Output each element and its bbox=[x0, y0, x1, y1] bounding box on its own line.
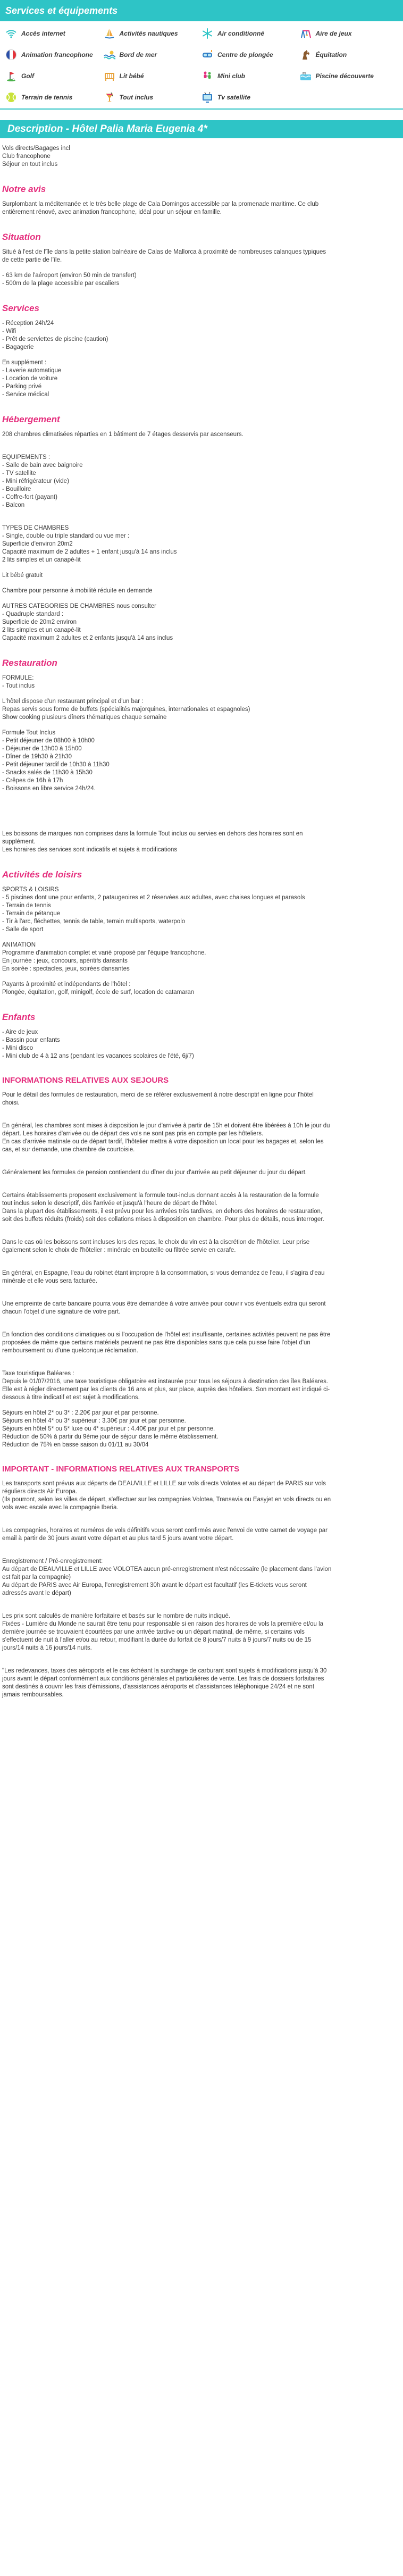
equipment-item-label: Bord de mer bbox=[119, 51, 157, 58]
drink-icon bbox=[104, 91, 115, 103]
horse-icon bbox=[300, 49, 312, 61]
section-line: "Les redevances, taxes des aéroports et le cas échéant la surcharge de carburant sont sujets à modifications jusqu'à 30 bbox=[2, 1668, 327, 1674]
pool-icon bbox=[300, 70, 312, 82]
section-line: départ. Les horaires d'arrivée ou de départ des vols ne sont pas pris en compte par les hôteliers. bbox=[2, 1131, 264, 1137]
section-line: Depuis le 01/07/2016, une taxe touristique obligatoire est instaurée pour tous les séjours à destination des îles Baléares. bbox=[2, 1378, 329, 1385]
section-line: proposées de même que certains matériels peuvent ne pas être disponibles sans que cela puisse faire l'objet d'un bbox=[2, 1340, 310, 1346]
section-line: choisi. bbox=[2, 1100, 20, 1106]
kids-icon bbox=[202, 70, 213, 82]
section-line: - Tir à l'arc, fléchettes, tennis de table, terrain multisports, waterpolo bbox=[2, 918, 186, 925]
equipment-item-label: Lit bébé bbox=[119, 72, 144, 80]
section-line: - Petit déjeuner de 08h00 à 10h00 bbox=[2, 738, 95, 744]
section-line: Surplombant la méditerranée et le très belle plage de Cala Domingos accessible par la promenade maritime. Ce club bbox=[2, 201, 319, 207]
section-title: Notre avis bbox=[2, 184, 46, 194]
section-line: Séjours en hôtel 4* ou 3* supérieur : 3.30€ par jour et par personne. bbox=[2, 1418, 186, 1424]
section-line: Capacité maximum de 2 adultes + 1 enfant jusqu'à 14 ans inclus bbox=[2, 549, 177, 555]
section-line: cas, et sur demande, une chambre de courtoisie. bbox=[2, 1147, 135, 1153]
section-line: - Réception 24h/24 bbox=[2, 320, 54, 327]
section-line: - Salle de bain avec baignoire bbox=[2, 462, 83, 469]
section-title: Enfants bbox=[2, 1012, 36, 1022]
equipment-item bbox=[104, 91, 202, 103]
section-line: En général, en Espagne, l'eau du robinet étant impropre à la consommation, si vous demandez de l'eau, il s'agira d'eau bbox=[2, 1270, 325, 1276]
section-line: - Wifi bbox=[2, 328, 16, 334]
section-line: Fixées - Lumière du Monde ne saurait être tenu pour responsable si en raison des horaires de vols la première et/ou la bbox=[2, 1621, 324, 1627]
section-line: supplément. bbox=[2, 839, 36, 845]
playground-icon bbox=[300, 28, 312, 39]
section-line: soit des buffets réduits (froids) soit des collations mises à disposition en chambre. Pour plus de détails, nous interroger. bbox=[2, 1216, 324, 1223]
section-line: tout inclus selon le descriptif, dès l'arrivée et jusqu'à l'heure de départ de l'hôtel. bbox=[2, 1200, 218, 1207]
section-line: - Coffre-fort (payant) bbox=[2, 494, 57, 500]
section-line: - 63 km de l'aéroport (environ 50 min de transfert) bbox=[2, 272, 137, 279]
equipment-item-label: Piscine découverte bbox=[315, 72, 374, 80]
section-line: Généralement les formules de pension contiendent du dîner du jour d'arrivée au petit déjeuner du jour du départ. bbox=[2, 1169, 307, 1176]
section-line: entièrement rénové, avec animation francophone, idéal pour un séjour en famille. bbox=[2, 209, 222, 215]
description-header: Description - Hôtel Palia Maria Eugenia 4* bbox=[0, 120, 403, 138]
equipment-item-label: Air conditionné bbox=[217, 30, 264, 37]
section-line: de cette partie de l'île. bbox=[2, 257, 62, 263]
section-line: - Petit déjeuner tardif de 10h30 à 11h30 bbox=[2, 762, 110, 768]
section-line: - Bassin pour enfants bbox=[2, 1037, 60, 1043]
section-line: remboursement ou d'une quelconque réclamation. bbox=[2, 1348, 138, 1354]
section-line: vols avec escale avec la compagnie Iberia. bbox=[2, 1504, 119, 1511]
section-services bbox=[2, 303, 397, 399]
section-line: En général, les chambres sont mises à disposition le jour d'arrivée à partir de 15h et doivent être libérées à 10h le jour du bbox=[2, 1123, 330, 1129]
section-line: EQUIPEMENTS : bbox=[2, 454, 51, 461]
intro-line: Séjour en tout inclus bbox=[2, 161, 58, 168]
equipment-item bbox=[300, 49, 398, 61]
section-line: Enregistrement / Pré-enregistrement: bbox=[2, 1558, 103, 1565]
section-line: AUTRES CATEGORIES DE CHAMBRES nous consulter bbox=[2, 603, 156, 609]
section-line: est fait par la compagnie) bbox=[2, 1574, 71, 1580]
section-line: email à partir de 30 jours avant votre départ et au plus tard 5 jours avant votre départ. bbox=[2, 1535, 234, 1542]
section-line: minérale et elle vous sera facturée. bbox=[2, 1278, 97, 1284]
section-line: Les horaires des services sont indicatifs et sujets à modifications bbox=[2, 847, 178, 853]
section-line: FORMULE: bbox=[2, 675, 34, 681]
section-line: - Quadruple standard : bbox=[2, 611, 64, 617]
section-line: En fonction des conditions climatiques ou si l'occupation de l'hôtel est insuffisante, certaines activités peuvent ne pas être bbox=[2, 1332, 331, 1338]
equipment-item-label: Équitation bbox=[315, 51, 347, 58]
section-restauration bbox=[2, 657, 397, 854]
section-line: ANIMATION bbox=[2, 942, 36, 948]
section-line: SPORTS & LOISIRS bbox=[2, 886, 59, 893]
equipment-item bbox=[202, 28, 300, 39]
section-title: IMPORTANT - INFORMATIONS RELATIVES AUX TRANSPORTS bbox=[2, 1465, 240, 1474]
section-line: s'effectuent de nuit à l'aller et/ou au retour, modifiant la durée du forfait de 8 jours/7 nuits à 9 jours/7 nuits ou de 15 bbox=[2, 1637, 312, 1643]
golf-icon bbox=[5, 70, 17, 82]
equipment-item-label: Activités nautiques bbox=[119, 30, 178, 37]
section-line: 208 chambres climatisées réparties en 1 bâtiment de 7 étages desservis par ascenseurs. bbox=[2, 431, 244, 438]
section-line: Lit bébé gratuit bbox=[2, 572, 43, 579]
description-intro bbox=[2, 145, 397, 169]
equipment-item bbox=[104, 28, 202, 39]
section-line: jours avant le départ conformément aux conditions générales et particulières de vente. Les frais de dossiers forfaitaires bbox=[2, 1676, 324, 1682]
section-title: INFORMATIONS RELATIVES AUX SEJOURS bbox=[2, 1076, 169, 1085]
equipment-item bbox=[202, 49, 300, 61]
section-activites-de-loisirs bbox=[2, 869, 397, 997]
section-line: En supplément : bbox=[2, 359, 47, 366]
section-line: - Balcon bbox=[2, 502, 25, 508]
section-line: Pour le détail des formules de restauration, merci de se référer exclusivement à notre descriptif en ligne pour l'hôtel bbox=[2, 1092, 314, 1098]
section-line: - Boissons en libre service 24h/24. bbox=[2, 785, 96, 792]
section-line: - Dîner de 19h30 à 21h30 bbox=[2, 754, 72, 760]
section-line: 2 lits simples et un canapé-lit bbox=[2, 627, 81, 633]
equipment-item bbox=[300, 28, 398, 39]
section-line: Au départ de PARIS avec Air Europa, l'enregistrement 30h avant le départ est facultatif (les E-tickets vous seront bbox=[2, 1582, 307, 1588]
section-important-informations-relatives-aux-transports bbox=[2, 1464, 397, 1699]
section-hebergement bbox=[2, 414, 397, 642]
section-line: Séjours en hôtel 2* ou 3* : 2.20€ par jour et par personne. bbox=[2, 1410, 159, 1416]
section-line: Au départ de DEAUVILLE et LILLE avec VOLOTEA aucun pré-enregistrement n'est nécessaire (le placement dans l'avion bbox=[2, 1566, 332, 1573]
equipment-item-label: Mini club bbox=[217, 72, 245, 80]
section-line: - Mini club de 4 à 12 ans (pendant les vacances scolaires de l'été, 6j/7) bbox=[2, 1053, 194, 1059]
section-line: Formule Tout Inclus bbox=[2, 730, 56, 736]
equipment-item-label: Tv satellite bbox=[217, 94, 251, 101]
section-line: - Service médical bbox=[2, 391, 49, 398]
section-title: Situation bbox=[2, 232, 41, 242]
section-line: - Mini réfrigérateur (vide) bbox=[2, 478, 69, 484]
equipment-item-label: Accès internet bbox=[21, 30, 65, 37]
section-line: chacun l'objet d'une signature de votre part. bbox=[2, 1309, 121, 1315]
section-line: En soirée : spectacles, jeux, soirées dansantes bbox=[2, 966, 130, 972]
section-line: Chambre pour personne à mobilité réduite en demande bbox=[2, 588, 153, 594]
section-line: - Laverie automatique bbox=[2, 367, 62, 374]
section-line: - Location de voiture bbox=[2, 375, 58, 382]
section-line: - Mini disco bbox=[2, 1045, 33, 1051]
equipment-item bbox=[104, 70, 202, 82]
section-line: Réduction de 75% en basse saison du 01/11 au 30/04 bbox=[2, 1442, 149, 1448]
intro-line: Vols directs/Bagages incl bbox=[2, 145, 70, 152]
section-line: - Bagagerie bbox=[2, 344, 34, 350]
windsurf-icon bbox=[104, 28, 115, 39]
equipment-item bbox=[104, 49, 202, 61]
crib-icon bbox=[104, 70, 115, 82]
section-line: Show cooking plusieurs dîners thématiques chaque semaine bbox=[2, 714, 167, 721]
section-line: Plongée, équitation, golf, minigolf, école de surf, location de catamaran bbox=[2, 989, 195, 996]
section-informations-relatives-aux-sejours bbox=[2, 1075, 397, 1449]
section-line: réguliers directs Air Europa. bbox=[2, 1488, 78, 1495]
section-line: sont destinés à couvrir les frais d'émissions, d'assistances aéroports et d'assistances téléphonique 24/24 et ne sont bbox=[2, 1684, 315, 1690]
section-line: Superficie d'environ 20m2 bbox=[2, 541, 73, 547]
section-line: En journée : jeux, concours, apéritifs dansants bbox=[2, 958, 128, 964]
equipment-item-label: Animation francophone bbox=[21, 51, 93, 58]
section-line: - Single, double ou triple standard ou vue mer : bbox=[2, 533, 130, 539]
equipment-item bbox=[5, 70, 104, 82]
section-line: Les boissons de marques non comprises dans la formule Tout inclus ou servies en dehors des horaires sont en bbox=[2, 831, 303, 837]
section-line: - Terrain de pétanque bbox=[2, 910, 61, 917]
section-enfants bbox=[2, 1011, 397, 1060]
equipment-item-label: Centre de plongée bbox=[217, 51, 273, 58]
equipment-item bbox=[5, 91, 104, 103]
section-situation bbox=[2, 231, 397, 288]
section-line: également selon le choix de l'hôtelier : minérale en bouteille ou filtrée servie en carafe. bbox=[2, 1247, 236, 1253]
equipment-item bbox=[202, 91, 300, 103]
tennis-icon bbox=[5, 91, 17, 103]
equipment-item bbox=[202, 70, 300, 82]
tv-icon bbox=[202, 91, 213, 103]
equipment-item-label: Tout inclus bbox=[119, 94, 154, 101]
equipment-header: Services et équipements bbox=[0, 0, 403, 21]
section-line: (Ils pourront, selon les villes de départ, s'effectuer sur les compagnies Volotea, Transavia ou Easyjet en vols directs ou en bbox=[2, 1496, 331, 1503]
section-line: - 5 piscines dont une pour enfants, 2 pataugeoires et 2 réservées aux adultes, avec chaises longues et parasols bbox=[2, 894, 305, 901]
section-line: Programme d'animation complet et varié proposé par l'équipe francophone. bbox=[2, 950, 206, 956]
section-line: L'hôtel dispose d'un restaurant principal et d'un bar : bbox=[2, 698, 144, 705]
section-line: En cas d'arrivée matinale ou de départ tardif, l'hôtelier mettra à votre disposition un local pour les bagages et, selon les bbox=[2, 1139, 324, 1145]
section-line: Taxe touristique Baléares : bbox=[2, 1370, 74, 1377]
diving-mask-icon bbox=[202, 49, 213, 61]
equipment-grid bbox=[5, 28, 398, 103]
section-line: Situé à l'est de l'île dans la petite station balnéaire de Calas de Mallorca à proximité de nombreuses calanques typiques bbox=[2, 249, 326, 255]
section-title: Restauration bbox=[2, 658, 57, 668]
section-title: Services bbox=[2, 303, 39, 313]
section-line: Dans le cas où les boissons sont incluses lors des repas, le choix du vin est à la discrétion de l'hôtelier. Leur prise bbox=[2, 1239, 310, 1245]
section-line: - Bouilloire bbox=[2, 486, 31, 492]
section-line: - Parking privé bbox=[2, 383, 42, 390]
section-line: 2 lits simples et un canapé-lit bbox=[2, 557, 81, 563]
section-line: - Snacks salés de 11h30 à 15h30 bbox=[2, 770, 93, 776]
equipment-item bbox=[5, 28, 104, 39]
section-line: Elle est à régler directement par les clients de 16 ans et plus, sur place, auprès des hôteliers. Son montant est indiqué ci- bbox=[2, 1386, 330, 1393]
section-line: Repas servis sous forme de buffets (spécialités majorquines, internationales et espagnoles) bbox=[2, 706, 250, 713]
equipment-item bbox=[5, 49, 104, 61]
equipment-item-label: Golf bbox=[21, 72, 34, 80]
section-line: jamais remboursables. bbox=[2, 1692, 64, 1698]
section-line: dessous à titre indicatif et est sujet à modifications. bbox=[2, 1394, 140, 1401]
equipment-panel bbox=[0, 21, 403, 110]
section-line: - Salle de sport bbox=[2, 926, 44, 933]
section-line: - 500m de la plage accessible par escaliers bbox=[2, 280, 120, 287]
french-flag-icon bbox=[5, 49, 17, 61]
section-line: Réduction de 50% à partir du 9ème jour de séjour dans le même établissement. bbox=[2, 1434, 219, 1440]
equipment-item bbox=[300, 70, 398, 82]
section-line: adressés avant le départ) bbox=[2, 1590, 71, 1596]
equipment-item-label: Terrain de tennis bbox=[21, 94, 73, 101]
description-content bbox=[0, 145, 403, 1699]
section-line: Les transports sont prévus aux départs de DEAUVILLE et LILLE sur vols directs Volotea et au départ de PARIS sur vols bbox=[2, 1481, 326, 1487]
section-line: Les compagnies, horaires et numéros de vols définitifs vous seront confirmés avec l'envoi de votre carnet de voyage par bbox=[2, 1527, 328, 1534]
section-line: Capacité maximum 2 adultes et 2 enfants jusqu'à 14 ans inclus bbox=[2, 635, 173, 641]
equipment-item-label: Aire de jeux bbox=[315, 30, 352, 37]
section-line: - Prêt de serviettes de piscine (caution) bbox=[2, 336, 108, 342]
section-line: - Crêpes de 16h à 17h bbox=[2, 777, 63, 784]
section-line: TYPES DE CHAMBRES bbox=[2, 525, 69, 531]
section-line: - TV satellite bbox=[2, 470, 36, 476]
section-line: dernière journée se trouvaient écourtées par une arrivée tardive ou un départ matinal, de même, si certains vols bbox=[2, 1629, 305, 1635]
section-line: jours/14 nuits à 16 jours/14 nuits. bbox=[2, 1645, 92, 1651]
section-line: Payants à proximité et indépendants de l'hôtel : bbox=[2, 981, 131, 988]
intro-line: Club francophone bbox=[2, 153, 51, 160]
section-line: Séjours en hôtel 5* ou 5* luxe ou 4* supérieur : 4.40€ par jour et par personne. bbox=[2, 1426, 215, 1432]
section-line: Une empreinte de carte bancaire pourra vous être demandée à votre arrivée pour couvrir vos éventuels extra qui seront bbox=[2, 1301, 326, 1307]
section-line: - Terrain de tennis bbox=[2, 902, 51, 909]
section-line: - Déjeuner de 13h00 à 15h00 bbox=[2, 746, 82, 752]
section-notre-avis bbox=[2, 183, 397, 216]
air-conditioning-icon bbox=[202, 28, 213, 39]
section-title: Activités de loisirs bbox=[2, 869, 82, 880]
sea-icon bbox=[104, 49, 115, 61]
section-line: Superficie de 20m2 environ bbox=[2, 619, 77, 625]
section-line: - Aire de jeux bbox=[2, 1029, 38, 1035]
wifi-icon bbox=[5, 28, 17, 39]
section-line: Dans la plupart des établissements, il est prévu pour les arrivées très tardives, en dehors des horaires de restauration, bbox=[2, 1208, 323, 1215]
section-line: Certains établissements proposent exclusivement la formule tout-inclus donnant accès à la restauration de la formule bbox=[2, 1192, 319, 1199]
section-line: Les prix sont calculés de manière forfaitaire et basés sur le nombre de nuits indiqué. bbox=[2, 1613, 230, 1619]
section-title: Hébergement bbox=[2, 414, 60, 424]
section-line: - Tout inclus bbox=[2, 683, 35, 689]
